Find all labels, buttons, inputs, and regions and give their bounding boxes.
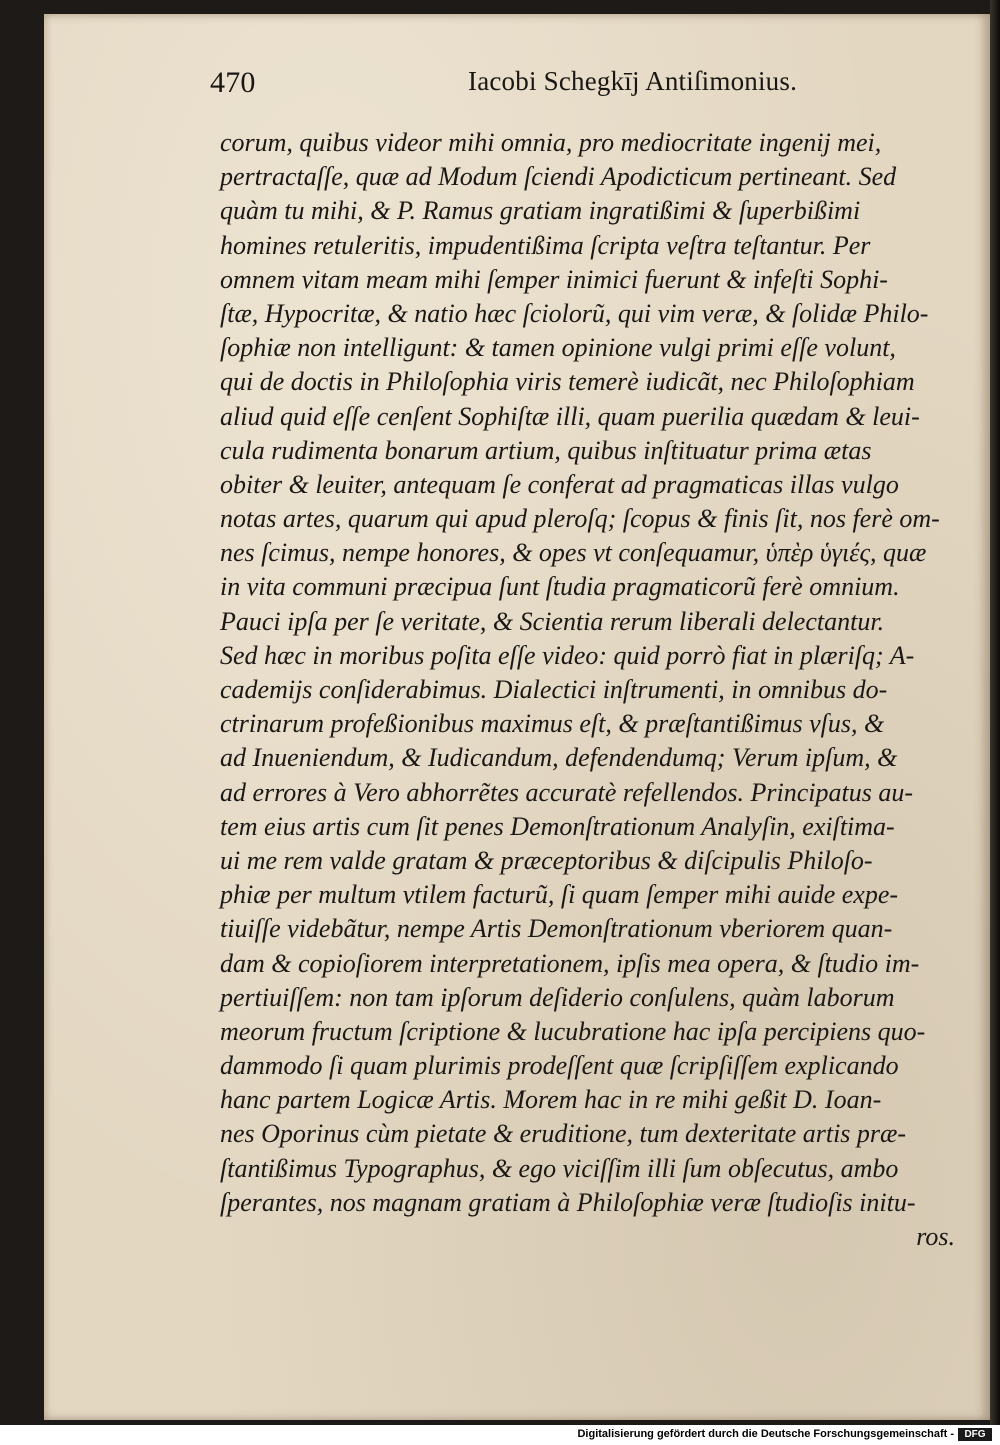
text-line: ſtantißimus Typographus, & ego viciſſim illi ſum obſecutus, ambo: [220, 1153, 899, 1183]
text-line: dam & copioſiorem interpretationem, ipſis mea opera, & ſtudio im-: [220, 948, 920, 978]
page-number: 470: [210, 66, 256, 99]
body-text: [220, 126, 965, 1254]
text-line: phiæ per multum vtilem facturũ, ſi quam ſemper mihi auide expe-: [220, 880, 899, 910]
text-line: qui de doctis in Philoſophia viris temerè iudicãt, nec Philoſophiam: [220, 367, 915, 397]
text-line: ſophiæ non intelligunt: & tamen opinione vulgi primi eſſe volunt,: [220, 333, 896, 363]
text-line: notas artes, quarum qui apud pleroſq; ſcopus & finis ſit, nos ferè om-: [220, 504, 940, 534]
text-line: homines retuleritis, impudentißima ſcripta veſtra teſtantur. Per: [220, 230, 871, 260]
text-line: Sed hæc in moribus poſita eſſe video: quid porrò fiat in plæriſq; A-: [220, 640, 915, 670]
text-line: quàm tu mihi, & P. Ramus gratiam ingratißimi & ſuperbißimi: [220, 196, 861, 226]
text-line: in vita communi præcipua ſunt ſtudia pragmaticorũ ferè omnium.: [220, 572, 900, 602]
text-line: ſtæ, Hypocritæ, & natio hæc ſciolorũ, qui vim veræ, & ſolidæ Philo-: [220, 298, 929, 328]
digitization-credit: Digitalisierung gefördert durch die Deutsche Forschungsgemeinschaft -: [577, 1428, 954, 1440]
text-line: ctrinarum profeßionibus maximus eſt, & præſtantißimus vſus, &: [220, 709, 885, 739]
text-line: aliud quid eſſe cenſent Sophiſtæ illi, quam puerilia quædam & leui-: [220, 401, 920, 431]
text-line: pertiuiſſem: non tam ipſorum deſiderio conſulens, quàm laborum: [220, 982, 895, 1012]
text-line: ſperantes, nos magnam gratiam à Philoſophiæ veræ ſtudioſis initu-: [220, 1187, 916, 1217]
text-line: Pauci ipſa per ſe veritate, & Scientia rerum liberali delectantur.: [220, 606, 885, 636]
text-line: meorum fructum ſcriptione & lucubratione hac ipſa percipiens quo-: [220, 1016, 926, 1046]
text-line: ad errores à Vero abhorrẽtes accuratè refellendos. Principatus au-: [220, 777, 913, 807]
page-edge: [990, 0, 1000, 1425]
text-line: cula rudimenta bonarum artium, quibus inſtituatur prima ætas: [220, 435, 872, 465]
footer-bar: [0, 1425, 1000, 1445]
catchword: ros.: [916, 1222, 955, 1251]
text-line: obiter & leuiter, antequam ſe conferat ad pragmaticas illas vulgo: [220, 469, 899, 499]
text-line: corum, quibus videor mihi omnia, pro mediocritate ingenij mei,: [220, 128, 882, 157]
text-line: hanc partem Logicæ Artis. Morem hac in re mihi geßit D. Ioan-: [220, 1085, 882, 1115]
text-line: tiuiſſe videbãtur, nempe Artis Demonſtrationum vberiorem quan-: [220, 914, 893, 944]
text-line: dammodo ſi quam plurimis prodeſſent quæ ſcripſiſſem explicando: [220, 1051, 899, 1081]
text-line: tem eius artis cum ſit penes Demonſtrationum Analyſin, exiſtima-: [220, 811, 895, 841]
running-title: Iacobi Schegkīj Antiſimonius.: [468, 66, 798, 96]
text-line: nes ſcimus, nempe honores, & opes vt conſequamur, ὑπὲρ ὑγιές, quæ: [220, 538, 927, 568]
text-line: cademijs conſiderabimus. Dialectici inſtrumenti, in omnibus do-: [220, 675, 888, 704]
text-line: pertractaſſe, quæ ad Modum ſciendi Apodicticum pertineant. Sed: [220, 162, 897, 192]
text-line: ui me rem valde gratam & præceptoribus & diſcipulis Philoſo-: [220, 845, 873, 875]
text-line: nes Oporinus cùm pietate & eruditione, tum dexteritate artis præ-: [220, 1119, 907, 1149]
dfg-logo: DFG: [958, 1428, 992, 1441]
text-line: ad Inueniendum, & Iudicandum, defendendumq; Verum ipſum, &: [220, 743, 898, 773]
text-line: omnem vitam meam mihi ſemper inimici fuerunt & infeſti Sophi-: [220, 264, 888, 294]
